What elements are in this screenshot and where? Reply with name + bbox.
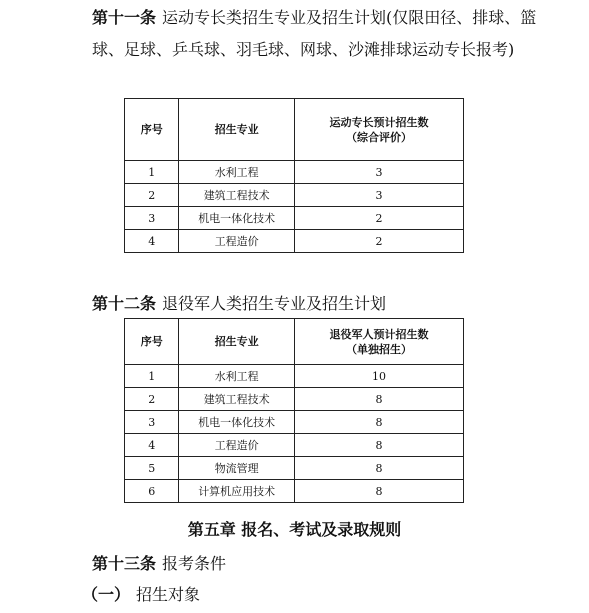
article-11-text: 运动专长类招生专业及招生计划(仅限田径、排球、篮球、足球、乒乓球、羽毛球、网球、沙滩排球运动专长报考) (92, 8, 537, 59)
sports-specialty-plan-table (124, 98, 464, 253)
section-1-label: （一） (82, 585, 131, 604)
article-12-label: 第十二条 (92, 294, 157, 313)
table-header-row (125, 99, 464, 161)
table-row (125, 184, 464, 207)
cell-index: 4 (125, 230, 179, 253)
article-11-paragraph (92, 2, 562, 66)
cell-index: 4 (125, 434, 179, 457)
cell-major: 工程造价 (179, 434, 295, 457)
article-12-line (92, 291, 386, 314)
cell-quota: 2 (294, 207, 463, 230)
article-11-label: 第十一条 (92, 8, 157, 27)
section-1-text: 招生对象 (136, 585, 201, 604)
table-header-row (125, 319, 464, 365)
table-row (125, 457, 464, 480)
cell-index: 3 (125, 411, 179, 434)
table-row (125, 230, 464, 253)
table-row (125, 161, 464, 184)
cell-major: 建筑工程技术 (179, 184, 295, 207)
table-row (125, 388, 464, 411)
cell-major: 机电一体化技术 (179, 207, 295, 230)
header-quota-line2: （综合评价） (345, 130, 412, 144)
table-row (125, 207, 464, 230)
header-index: 序号 (125, 99, 179, 161)
cell-index: 1 (125, 365, 179, 388)
cell-quota: 8 (294, 388, 463, 411)
cell-index: 1 (125, 161, 179, 184)
header-quota (294, 99, 463, 161)
cell-index: 3 (125, 207, 179, 230)
section-1-line (82, 582, 200, 605)
cell-major: 机电一体化技术 (179, 411, 295, 434)
cell-quota: 2 (294, 230, 463, 253)
cell-index: 5 (125, 457, 179, 480)
cell-index: 2 (125, 388, 179, 411)
veterans-plan-table (124, 318, 464, 503)
header-quota-line1: 退役军人预计招生数 (329, 327, 429, 341)
cell-quota: 8 (294, 434, 463, 457)
article-13-label: 第十三条 (92, 554, 157, 573)
article-12-text: 退役军人类招生专业及招生计划 (162, 294, 387, 313)
header-major: 招生专业 (179, 99, 295, 161)
header-major: 招生专业 (179, 319, 295, 365)
cell-index: 6 (125, 480, 179, 503)
header-quota (294, 319, 463, 365)
cell-quota: 3 (294, 184, 463, 207)
header-index: 序号 (125, 319, 179, 365)
chapter-5-heading: 第五章 报名、考试及录取规则 (187, 520, 402, 539)
cell-major: 计算机应用技术 (179, 480, 295, 503)
cell-quota: 8 (294, 480, 463, 503)
cell-major: 物流管理 (179, 457, 295, 480)
table-row (125, 365, 464, 388)
cell-quota: 10 (294, 365, 463, 388)
cell-quota: 8 (294, 457, 463, 480)
article-13-line (92, 551, 226, 574)
article-13-text: 报考条件 (162, 554, 227, 573)
cell-quota: 8 (294, 411, 463, 434)
cell-quota: 3 (294, 161, 463, 184)
header-quota-line1: 运动专长预计招生数 (329, 115, 429, 129)
cell-major: 建筑工程技术 (179, 388, 295, 411)
table-row (125, 434, 464, 457)
cell-major: 工程造价 (179, 230, 295, 253)
table-row (125, 411, 464, 434)
cell-major: 水利工程 (179, 365, 295, 388)
table-row (125, 480, 464, 503)
header-quota-line2: （单独招生） (345, 342, 412, 356)
cell-index: 2 (125, 184, 179, 207)
cell-major: 水利工程 (179, 161, 295, 184)
